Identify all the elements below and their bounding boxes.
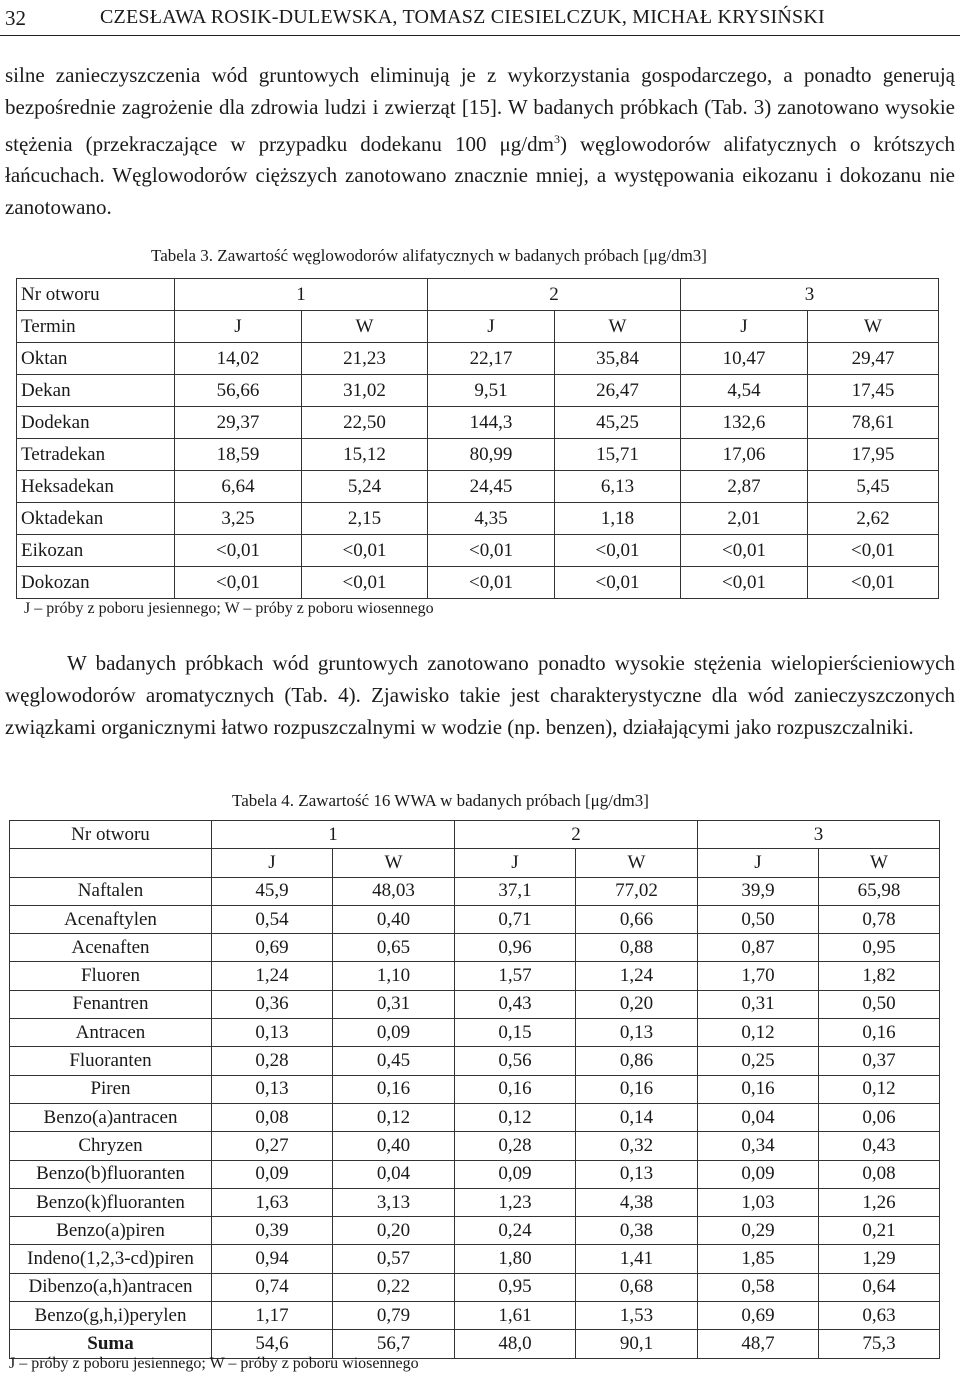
table4-cell: 0,13: [212, 1019, 333, 1047]
table4-cell: 1,41: [576, 1245, 698, 1273]
table3-cell: <0,01: [808, 567, 939, 599]
table4-cell: 0,16: [333, 1075, 455, 1103]
table3-data-row: [17, 343, 939, 375]
para1-superscript: 3: [553, 131, 560, 146]
table3-term: J: [681, 311, 808, 343]
table3-data-row: [17, 535, 939, 567]
table4-cell: 0,31: [698, 990, 819, 1018]
running-head-authors: CZESŁAWA ROSIK-DULEWSKA, TOMASZ CIESIELCZUK, MICHAŁ KRYSIŃSKI: [100, 6, 825, 28]
table3-cell: 31,02: [302, 375, 428, 407]
table3-cell: 10,47: [681, 343, 808, 375]
table4-data-row: [10, 1103, 940, 1131]
table4-pah-concentrations: [9, 820, 940, 1359]
table4-cell: 0,40: [333, 1132, 455, 1160]
table4-cell: 0,58: [698, 1273, 819, 1301]
table4-cell: 0,09: [333, 1019, 455, 1047]
table3-cell: <0,01: [555, 535, 681, 567]
table3-data-row: [17, 567, 939, 599]
table3-cell: <0,01: [175, 535, 302, 567]
table3-header-row-terms: [17, 311, 939, 343]
table4-row-label: Piren: [10, 1075, 212, 1103]
table3-cell: <0,01: [428, 567, 555, 599]
table4-cell: 56,7: [333, 1330, 455, 1358]
table4-cell: 1,61: [455, 1302, 576, 1330]
page-number: 32: [5, 6, 26, 30]
table4-cell: 0,64: [819, 1273, 940, 1301]
table4-footnote: J – próby z poboru jesiennego; W – próby z poboru wiosennego: [9, 1355, 419, 1372]
table4-data-row: [10, 877, 940, 905]
table4-cell: 0,31: [333, 990, 455, 1018]
table4-cell: 0,56: [455, 1047, 576, 1075]
table4-term: W: [819, 849, 940, 877]
table3-cell: <0,01: [681, 567, 808, 599]
table4-empty-corner: [10, 849, 212, 877]
table4-data-row: [10, 1273, 940, 1301]
table4-cell: 1,23: [455, 1188, 576, 1216]
table4-cell: 3,13: [333, 1188, 455, 1216]
table4-row-label: Benzo(g,h,i)perylen: [10, 1302, 212, 1330]
table4-well-2: 2: [455, 821, 698, 849]
table4-data-row: [10, 1245, 940, 1273]
table4-cell: 0,21: [819, 1217, 940, 1245]
table4-cell: 0,50: [819, 990, 940, 1018]
table4-cell: 1,70: [698, 962, 819, 990]
table4-cell: 0,95: [819, 934, 940, 962]
para1-text-b: ) węglowodorów alifatycznych o krótszych łańcuchach. Węglowodorów cięższych zanotowano znacznie mniej, a występowania eikozanu i dokozanu nie zanotowano.: [5, 131, 955, 220]
table4-cell: 0,24: [455, 1217, 576, 1245]
table3-cell: <0,01: [428, 535, 555, 567]
table4-data-row: [10, 1132, 940, 1160]
table3-cell: 17,95: [808, 439, 939, 471]
table4-cell: 37,1: [455, 877, 576, 905]
table4-cell: 1,53: [576, 1302, 698, 1330]
table4-cell: 0,09: [698, 1160, 819, 1188]
table4-well-1: 1: [212, 821, 455, 849]
table4-cell: 48,0: [455, 1330, 576, 1358]
table3-well-2: 2: [428, 279, 681, 311]
table3-data-row: [17, 375, 939, 407]
table4-cell: 0,50: [698, 905, 819, 933]
table4-body: [10, 821, 940, 1359]
table3-well-1: 1: [175, 279, 428, 311]
table4-cell: 0,28: [212, 1047, 333, 1075]
table3-term: J: [175, 311, 302, 343]
table4-row-label: Fenantren: [10, 990, 212, 1018]
table3-row-label: Tetradekan: [17, 439, 175, 471]
table4-cell: 0,86: [576, 1047, 698, 1075]
table3-cell: 6,13: [555, 471, 681, 503]
table4-cell: 0,36: [212, 990, 333, 1018]
table4-cell: 0,71: [455, 905, 576, 933]
table3-cell: 45,25: [555, 407, 681, 439]
table4-row-label: Fluoren: [10, 962, 212, 990]
table4-header-row-wells: [10, 821, 940, 849]
table3-cell: 21,23: [302, 343, 428, 375]
table4-cell: 39,9: [698, 877, 819, 905]
table4-cell: 1,24: [576, 962, 698, 990]
table4-row-label: Chryzen: [10, 1132, 212, 1160]
table3-cell: <0,01: [302, 535, 428, 567]
table3-term: W: [555, 311, 681, 343]
table3-cell: 29,37: [175, 407, 302, 439]
table3-termin-label: Termin: [17, 311, 175, 343]
table4-cell: 0,28: [455, 1132, 576, 1160]
table3-cell: 132,6: [681, 407, 808, 439]
table4-data-row: [10, 962, 940, 990]
table4-cell: 77,02: [576, 877, 698, 905]
table3-cell: 22,17: [428, 343, 555, 375]
table3-cell: 2,87: [681, 471, 808, 503]
table4-cell: 0,88: [576, 934, 698, 962]
table4-data-row: [10, 934, 940, 962]
table3-cell: 17,06: [681, 439, 808, 471]
table4-cell: 0,09: [212, 1160, 333, 1188]
table3-row-label: Dokozan: [17, 567, 175, 599]
table4-cell: 0,43: [819, 1132, 940, 1160]
table4-term: J: [212, 849, 333, 877]
table3-row-label: Heksadekan: [17, 471, 175, 503]
table4-cell: 0,16: [576, 1075, 698, 1103]
table4-data-row: [10, 1047, 940, 1075]
table4-cell: 45,9: [212, 877, 333, 905]
table4-row-label: Fluoranten: [10, 1047, 212, 1075]
table4-cell: 0,57: [333, 1245, 455, 1273]
table4-cell: 0,79: [333, 1302, 455, 1330]
table4-cell: 1,17: [212, 1302, 333, 1330]
table4-cell: 54,6: [212, 1330, 333, 1358]
table4-cell: 0,04: [698, 1103, 819, 1131]
table4-cell: 65,98: [819, 877, 940, 905]
table4-data-row: [10, 1217, 940, 1245]
table3-row-label: Dekan: [17, 375, 175, 407]
table4-cell: 0,15: [455, 1019, 576, 1047]
table4-cell: 4,38: [576, 1188, 698, 1216]
table4-cell: 0,09: [455, 1160, 576, 1188]
table4-cell: 1,80: [455, 1245, 576, 1273]
table4-cell: 1,10: [333, 962, 455, 990]
table3-footnote: J – próby z poboru jesiennego; W – próby z poboru wiosennego: [24, 600, 434, 617]
table3-cell: 2,01: [681, 503, 808, 535]
table3-cell: 17,45: [808, 375, 939, 407]
table4-data-row: [10, 1075, 940, 1103]
table4-cell: 0,94: [212, 1245, 333, 1273]
table4-cell: 0,40: [333, 905, 455, 933]
table3-data-row: [17, 503, 939, 535]
table4-cell: 0,14: [576, 1103, 698, 1131]
table4-header-row-terms: [10, 849, 940, 877]
table4-term: W: [333, 849, 455, 877]
table4-row-label: Indeno(1,2,3-cd)piren: [10, 1245, 212, 1273]
para1-text-a: silne zanieczyszczenia wód gruntowych eliminują je z wykorzystania gospodarczego, a ponadto generują bezpośrednie zagrożenie dla zdrowia ludzi i zwierząt [15]. W badanych próbkach (Tab. 3) zanotowano wysokie stężenia (przekraczające w przypadku dodekanu 100 μg/dm: [5, 63, 955, 156]
table4-data-row: [10, 1019, 940, 1047]
table4-cell: 0,69: [212, 934, 333, 962]
table4-cell: 0,74: [212, 1273, 333, 1301]
table3-row-label: Oktadekan: [17, 503, 175, 535]
table4-row-label: Benzo(b)fluoranten: [10, 1160, 212, 1188]
table3-row-label: Eikozan: [17, 535, 175, 567]
table3-aliphatic-hydrocarbons: [16, 278, 939, 599]
table4-cell: 75,3: [819, 1330, 940, 1358]
table4-cell: 0,04: [333, 1160, 455, 1188]
table4-cell: 0,06: [819, 1103, 940, 1131]
table3-cell: 4,54: [681, 375, 808, 407]
table4-cell: 0,27: [212, 1132, 333, 1160]
table4-cell: 0,29: [698, 1217, 819, 1245]
table4-nr-otworu-label: Nr otworu: [10, 821, 212, 849]
table3-cell: 35,84: [555, 343, 681, 375]
table3-cell: <0,01: [175, 567, 302, 599]
table4-well-3: 3: [698, 821, 940, 849]
table4-cell: 0,25: [698, 1047, 819, 1075]
table4-cell: 0,16: [455, 1075, 576, 1103]
table4-cell: 0,13: [576, 1019, 698, 1047]
table3-cell: 24,45: [428, 471, 555, 503]
table4-row-label: Benzo(a)piren: [10, 1217, 212, 1245]
table4-cell: 0,68: [576, 1273, 698, 1301]
table3-cell: 9,51: [428, 375, 555, 407]
table3-cell: 2,15: [302, 503, 428, 535]
table3-cell: 14,02: [175, 343, 302, 375]
table4-cell: 0,20: [576, 990, 698, 1018]
table4-cell: 48,7: [698, 1330, 819, 1358]
table4-cell: 0,43: [455, 990, 576, 1018]
body-paragraph-2: W badanych próbkach wód gruntowych zanotowano ponadto wysokie stężenia wielopierścieniowych węglowodorów aromatycznych (Tab. 4). Zjawisko takie jest charakterystyczne dla wód zanieczyszczonych związkami organicznymi łatwo rozpuszczalnymi w wodzie (np. benzen), działającymi jako rozpuszczalniki.: [5, 651, 955, 739]
table4-data-row: [10, 905, 940, 933]
table4-row-label: Naftalen: [10, 877, 212, 905]
table3-term: J: [428, 311, 555, 343]
table4-cell: 90,1: [576, 1330, 698, 1358]
table3-term: W: [302, 311, 428, 343]
table3-cell: 1,18: [555, 503, 681, 535]
table4-row-label: Suma: [10, 1330, 212, 1358]
table3-cell: 22,50: [302, 407, 428, 439]
table4-cell: 0,13: [212, 1075, 333, 1103]
table3-cell: 15,71: [555, 439, 681, 471]
table4-cell: 0,22: [333, 1273, 455, 1301]
table3-caption: Tabela 3. Zawartość węglowodorów alifatycznych w badanych próbach [μg/dm3]: [151, 246, 707, 265]
table3-cell: 6,64: [175, 471, 302, 503]
table4-cell: 0,63: [819, 1302, 940, 1330]
table3-well-3: 3: [681, 279, 939, 311]
table3-row-label: Oktan: [17, 343, 175, 375]
table4-row-label: Benzo(k)fluoranten: [10, 1188, 212, 1216]
table3-data-row: [17, 439, 939, 471]
table3-cell: 144,3: [428, 407, 555, 439]
table3-cell: 56,66: [175, 375, 302, 407]
table4-cell: 0,37: [819, 1047, 940, 1075]
table3-cell: <0,01: [302, 567, 428, 599]
table3-data-row: [17, 471, 939, 503]
table3-row-label: Dodekan: [17, 407, 175, 439]
table3-data-row: [17, 407, 939, 439]
table4-cell: 0,65: [333, 934, 455, 962]
table4-cell: 0,32: [576, 1132, 698, 1160]
table4-cell: 0,66: [576, 905, 698, 933]
table3-cell: 5,24: [302, 471, 428, 503]
table3-cell: 5,45: [808, 471, 939, 503]
table4-data-row: [10, 1302, 940, 1330]
table4-cell: 1,03: [698, 1188, 819, 1216]
table4-cell: 0,34: [698, 1132, 819, 1160]
table4-cell: 0,95: [455, 1273, 576, 1301]
table3-cell: <0,01: [681, 535, 808, 567]
table4-cell: 0,54: [212, 905, 333, 933]
table4-cell: 0,12: [455, 1103, 576, 1131]
table3-cell: 29,47: [808, 343, 939, 375]
table3-nr-otworu-label: Nr otworu: [17, 279, 175, 311]
table4-cell: 1,63: [212, 1188, 333, 1216]
table4-term: W: [576, 849, 698, 877]
table4-cell: 1,57: [455, 962, 576, 990]
table4-cell: 1,29: [819, 1245, 940, 1273]
table4-cell: 1,82: [819, 962, 940, 990]
table4-cell: 0,96: [455, 934, 576, 962]
table3-term: W: [808, 311, 939, 343]
table4-cell: 0,20: [333, 1217, 455, 1245]
table4-row-label: Antracen: [10, 1019, 212, 1047]
table4-row-label: Acenaftylen: [10, 905, 212, 933]
table4-row-label: Acenaften: [10, 934, 212, 962]
table4-data-row: [10, 1188, 940, 1216]
table3-cell: 26,47: [555, 375, 681, 407]
table4-cell: 1,26: [819, 1188, 940, 1216]
table4-data-row: [10, 990, 940, 1018]
table3-cell: 2,62: [808, 503, 939, 535]
table4-cell: 48,03: [333, 877, 455, 905]
table4-cell: 0,12: [333, 1103, 455, 1131]
table4-cell: 0,12: [698, 1019, 819, 1047]
table4-cell: 0,45: [333, 1047, 455, 1075]
table3-cell: <0,01: [808, 535, 939, 567]
table4-cell: 0,38: [576, 1217, 698, 1245]
table4-cell: 0,16: [819, 1019, 940, 1047]
table4-caption: Tabela 4. Zawartość 16 WWA w badanych próbach [μg/dm3]: [232, 791, 649, 810]
table3-header-row-wells: [17, 279, 939, 311]
table4-cell: 0,39: [212, 1217, 333, 1245]
table3-cell: 4,35: [428, 503, 555, 535]
table4-data-row: [10, 1330, 940, 1358]
table3-cell: 78,61: [808, 407, 939, 439]
table4-cell: 0,12: [819, 1075, 940, 1103]
body-paragraph-1: [5, 60, 955, 224]
table4-row-label: Dibenzo(a,h)antracen: [10, 1273, 212, 1301]
table3-cell: 80,99: [428, 439, 555, 471]
table4-data-row: [10, 1160, 940, 1188]
table4-cell: 0,16: [698, 1075, 819, 1103]
table4-cell: 0,87: [698, 934, 819, 962]
header-rule: [0, 35, 960, 36]
table3-body: [17, 279, 939, 599]
page-header: [0, 6, 960, 34]
table3-cell: 18,59: [175, 439, 302, 471]
table4-cell: 1,24: [212, 962, 333, 990]
table4-cell: 1,85: [698, 1245, 819, 1273]
table4-cell: 0,13: [576, 1160, 698, 1188]
table4-term: J: [698, 849, 819, 877]
table3-cell: 15,12: [302, 439, 428, 471]
table4-cell: 0,08: [212, 1103, 333, 1131]
table4-term: J: [455, 849, 576, 877]
table3-cell: 3,25: [175, 503, 302, 535]
table4-cell: 0,69: [698, 1302, 819, 1330]
table4-cell: 0,08: [819, 1160, 940, 1188]
table4-cell: 0,78: [819, 905, 940, 933]
table4-row-label: Benzo(a)antracen: [10, 1103, 212, 1131]
table3-cell: <0,01: [555, 567, 681, 599]
